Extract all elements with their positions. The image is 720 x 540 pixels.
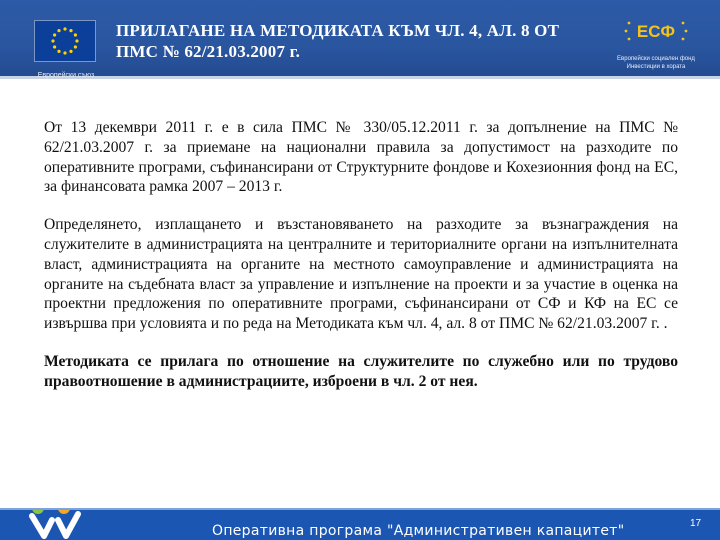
page-number: 17 [690, 518, 702, 529]
paragraph-scope: Методиката се прилага по отношение на служителите по служебно или по трудово правоотношение в администрациите, изброени в чл. 2 от нея. [44, 352, 678, 390]
title-line-1: ПРИЛАГАНЕ НА МЕТОДИКАТА КЪМ ЧЛ. 4, АЛ. 8 ОТ [116, 21, 560, 40]
esf-logo [604, 10, 708, 74]
esf-caption-line-2: Инвестиции в хората [626, 63, 686, 70]
footer-program-name: Оперативна програма "Административен капацитет" [212, 523, 625, 539]
title-line-2: ПМС № 62/21.03.2007 г. [116, 42, 301, 61]
esf-caption-line-1: Европейски социален фонд [617, 56, 695, 62]
esf-mark-icon [620, 16, 692, 46]
operational-programme-logo-icon [28, 510, 98, 540]
esf-mark-text: ЕСФ [636, 22, 676, 41]
eu-flag-icon [34, 20, 96, 62]
paragraph-remuneration-rules: Определянето, изплащането и възстановяването на разходите за възнаграждения на служителите в администрацията на централните и териториалните органи на изпълнителната власт, администрацията на органите на местното самоуправление и администрацията на органите на съдебната власт за управление и изпълнение на проекти и за участие в оценка на проектни предложения по оперативните програми, съфинансирани от СФ и КФ на ЕС се извършва при условията и по реда на Методиката към чл. 4, ал. 8 от ПМС № 62/21.03.2007 г. . [44, 216, 678, 333]
header-divider [0, 76, 720, 79]
esf-caption [606, 56, 706, 71]
page-title [116, 20, 596, 62]
eu-logo [30, 14, 98, 79]
slide-body [44, 118, 678, 410]
eu-caption: Европейски съюз [37, 72, 95, 79]
paragraph-decree-amendment: От 13 декември 2011 г. е в сила ПМС № 330/05.12.2011 г. за допълнение на ПМС № 62/21.03.2007 г. за приемане на национални правила за допустимост на разходите по оперативните програми, съфинансирани от Структурните фондове и Кохезионния фонд на ЕС, за финансовата рамка 2007 – 2013 г. [44, 119, 678, 196]
eu-stars-icon [35, 21, 95, 61]
slide-header [0, 0, 720, 78]
